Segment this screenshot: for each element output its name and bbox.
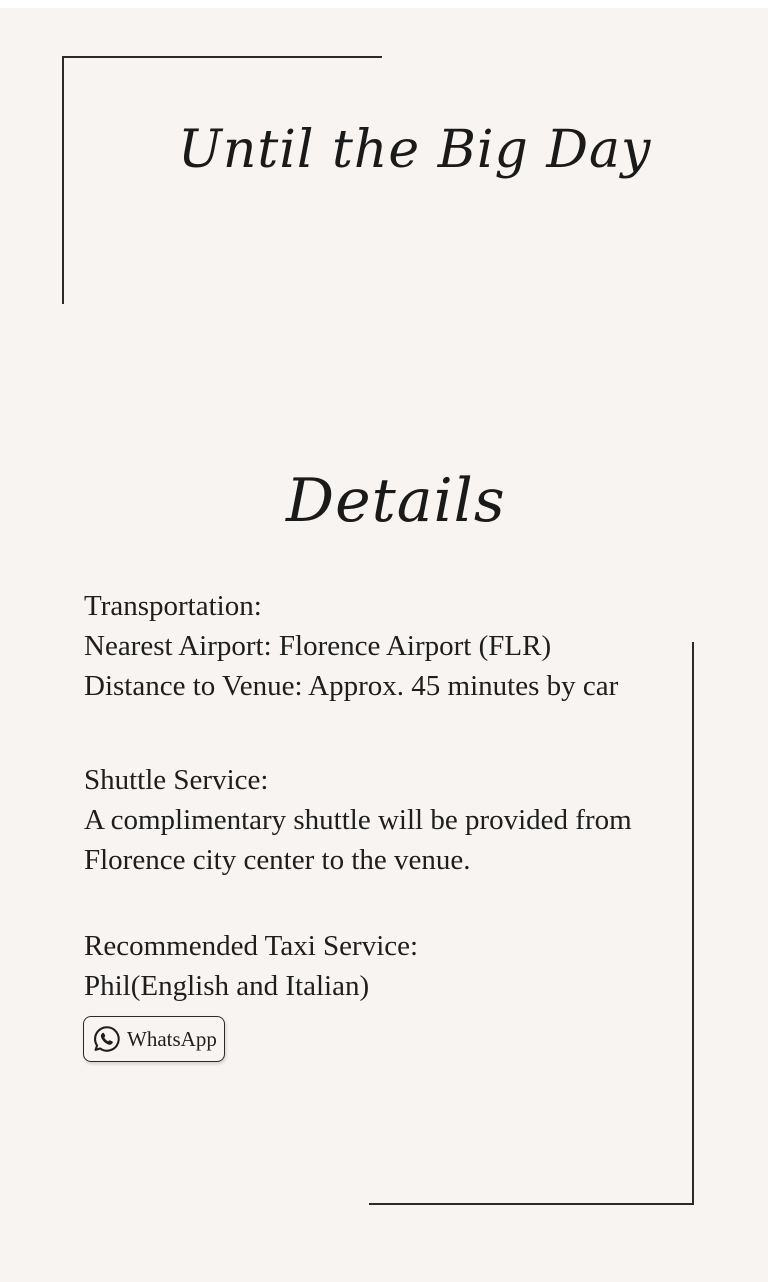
section-title: Details xyxy=(286,466,506,536)
taxi-name: Phil(English and Italian) xyxy=(84,970,370,1002)
invitation-card xyxy=(0,8,768,1282)
shuttle-section xyxy=(84,760,632,880)
taxi-heading: Recommended Taxi Service: xyxy=(84,930,419,962)
shuttle-heading: Shuttle Service: xyxy=(84,764,269,796)
transportation-section xyxy=(84,586,618,706)
transportation-heading: Transportation: xyxy=(84,590,262,622)
taxi-section xyxy=(84,926,418,1006)
shuttle-line-1: A complimentary shuttle will be provided from xyxy=(84,804,632,836)
whatsapp-icon xyxy=(92,1024,122,1054)
frame-right-line xyxy=(692,642,694,1204)
frame-bottom-line xyxy=(369,1203,694,1205)
whatsapp-label: WhatsApp xyxy=(127,1026,217,1051)
distance-info: Distance to Venue: Approx. 45 minutes by car xyxy=(84,670,619,702)
airport-info: Nearest Airport: Florence Airport (FLR) xyxy=(84,630,552,662)
frame-left-line xyxy=(62,56,64,304)
page-title: Until the Big Day xyxy=(178,120,652,180)
whatsapp-button[interactable] xyxy=(83,1016,225,1062)
frame-top-line xyxy=(62,56,382,58)
shuttle-line-2: Florence city center to the venue. xyxy=(84,844,471,876)
